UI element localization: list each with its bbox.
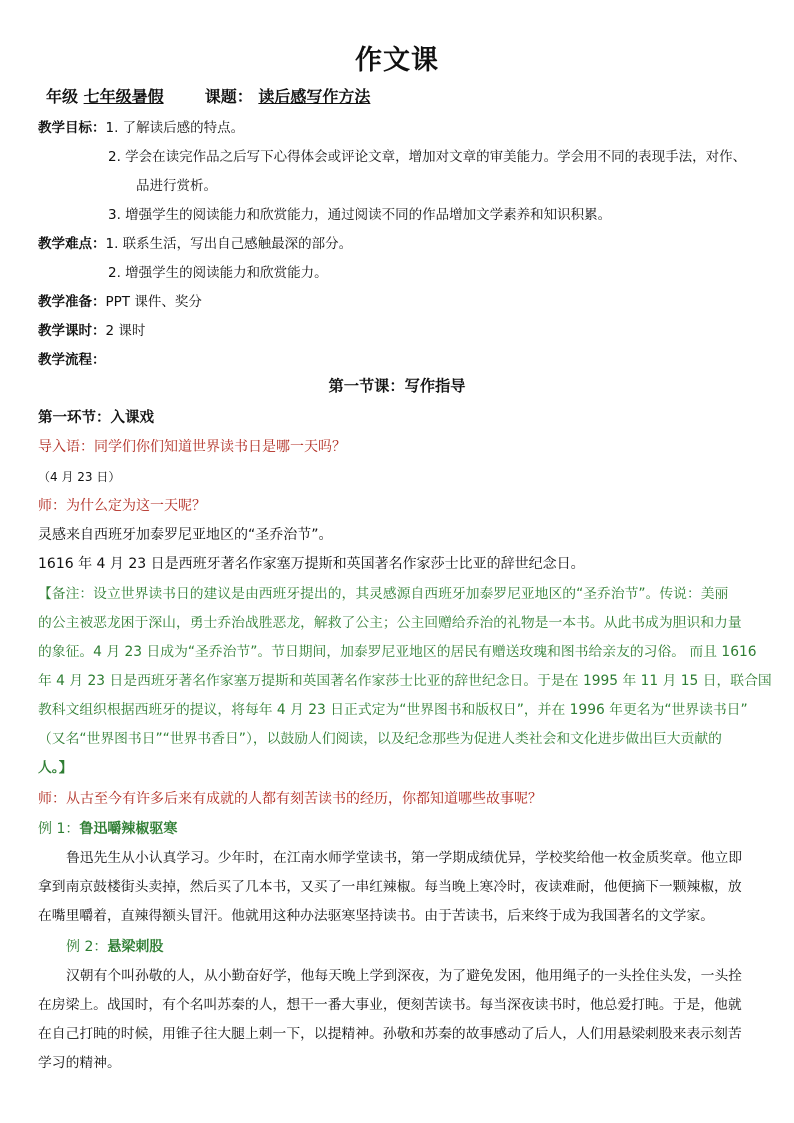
goals-label: 教学目标： (38, 120, 106, 136)
example-label: 例 1： (38, 821, 80, 837)
story-line: 在嘴里嚼着，直辣得额头冒汗。他就用这种办法驱寒坚持读书。由于苦读书，后来终于成为我国著名的文学家。 (38, 908, 715, 924)
course-header (46, 84, 370, 107)
fact-text: 1616 年 4 月 23 日是西班牙著名作家塞万提斯和英国著名作家莎士比亚的辞世纪念日。 (38, 556, 585, 572)
inspiration-text: 灵感来自西班牙加泰罗尼亚地区的“圣乔治节”。 (38, 527, 333, 543)
goals-row-1 (38, 118, 244, 138)
section-title: 第一节课：写作指导 (328, 377, 466, 395)
prep-label: 教学准备： (38, 294, 106, 310)
example-2-heading (66, 937, 163, 957)
story-line: 鲁迅先生从小认真学习。少年时，在江南水师学堂读书，第一学期成绩优异，学校奖给他一枚金质奖章。他立即 (66, 850, 743, 866)
note-line: （又名“世界图书日”“世界书香日”），以鼓励人们阅读，以及纪念那些为促进人类社会和文化进步做出巨大贡献的 (38, 731, 722, 747)
hours-value: 2 课时 (105, 323, 146, 339)
goal-item: 2. 学会在读完作品之后写下心得体会或评论文章，增加对文章的审美能力。学会用不同的表现手法，对作、 (108, 149, 747, 165)
example-title: 鲁迅嚼辣椒驱寒 (79, 821, 178, 837)
hours-row (38, 321, 145, 341)
answer-date: （4 月 23 日） (38, 470, 121, 484)
story-line: 拿到南京鼓楼街头卖掉，然后买了几本书，又买了一串红辣椒。每当晚上寒冷时，夜读难耐，他便摘下一颗辣椒，放 (38, 879, 742, 895)
note-line: 教科文组织根据西班牙的提议，将每年 4 月 23 日正式定为“世界图书和版权日”，并在 1996 年更名为“世界读书日” (38, 702, 748, 718)
note-line: 人。】 (38, 760, 73, 776)
difficulties-label: 教学难点： (38, 236, 106, 252)
step-title: 第一环节：入课戏 (38, 409, 154, 426)
flow-row (38, 350, 106, 370)
grade-label: 年级 (46, 87, 79, 106)
note-line: 的公主被恶龙困于深山，勇士乔治战胜恶龙，解救了公主；公主回赠给乔治的礼物是一本书。从此书成为胆识和力量 (38, 615, 742, 631)
document-title: 作文课 (355, 45, 439, 76)
topic-value: 读后感写作方法 (258, 87, 371, 106)
goal-item: 1. 了解读后感的特点。 (105, 120, 245, 136)
teacher-question: 师：为什么定为这一天呢？ (38, 498, 206, 514)
story-line: 在房梁上。战国时，有个名叫苏秦的人，想干一番大事业，便刻苦读书。每当深夜读书时，他总爱打盹。于是，他就 (38, 997, 742, 1013)
example-label: 例 2： (66, 939, 108, 955)
prep-value: PPT 课件、奖分 (105, 294, 202, 310)
story-line: 汉朝有个叫孙敬的人，从小勤奋好学，他每天晚上学到深夜，为了避免发困，他用绳子的一头拴住头发，一头拴 (66, 968, 743, 984)
grade-value: 七年级暑假 (83, 87, 164, 106)
note-line: 的象征。4 月 23 日成为“圣乔治节”。节日期间，加泰罗尼亚地区的居民有赠送玫瑰和图书给亲友的习俗。 而且 1616 (38, 644, 757, 660)
goal-item: 3. 增强学生的阅读能力和欣赏能力，通过阅读不同的作品增加文学素养和知识积累。 (108, 207, 612, 223)
difficulties-row-1 (38, 234, 352, 254)
note-line: 【备注：设立世界读书日的建议是由西班牙提出的，其灵感源自西班牙加泰罗尼亚地区的“圣乔治节”。传说：美丽 (38, 586, 729, 602)
flow-label: 教学流程： (38, 352, 106, 368)
note-line: 年 4 月 23 日是西班牙著名作家塞万提斯和英国著名作家莎士比亚的辞世纪念日。于是在 1995 年 11 月 15 日，联合国 (38, 673, 772, 689)
teacher-question-2: 师：从古至今有许多后来有成就的人都有刻苦读书的经历，你都知道哪些故事呢？ (38, 791, 542, 807)
goal-item: 品进行赏析。 (136, 178, 217, 194)
prep-row (38, 292, 202, 312)
story-line: 在自己打盹的时候，用锥子往大腿上刺一下，以提精神。孙敬和苏秦的故事感动了后人，人们用悬梁刺股来表示刻苦 (38, 1026, 742, 1042)
hours-label: 教学课时： (38, 323, 106, 339)
intro-question: 导入语：同学们你们知道世界读书日是哪一天吗？ (38, 439, 346, 455)
example-title: 悬梁刺股 (107, 939, 164, 955)
topic-label: 课题： (204, 87, 253, 106)
difficulty-item: 2. 增强学生的阅读能力和欣赏能力。 (108, 265, 328, 281)
difficulty-item: 1. 联系生活，写出自己感触最深的部分。 (105, 236, 353, 252)
example-1-heading (38, 819, 177, 839)
story-line: 学习的精神。 (38, 1055, 121, 1071)
